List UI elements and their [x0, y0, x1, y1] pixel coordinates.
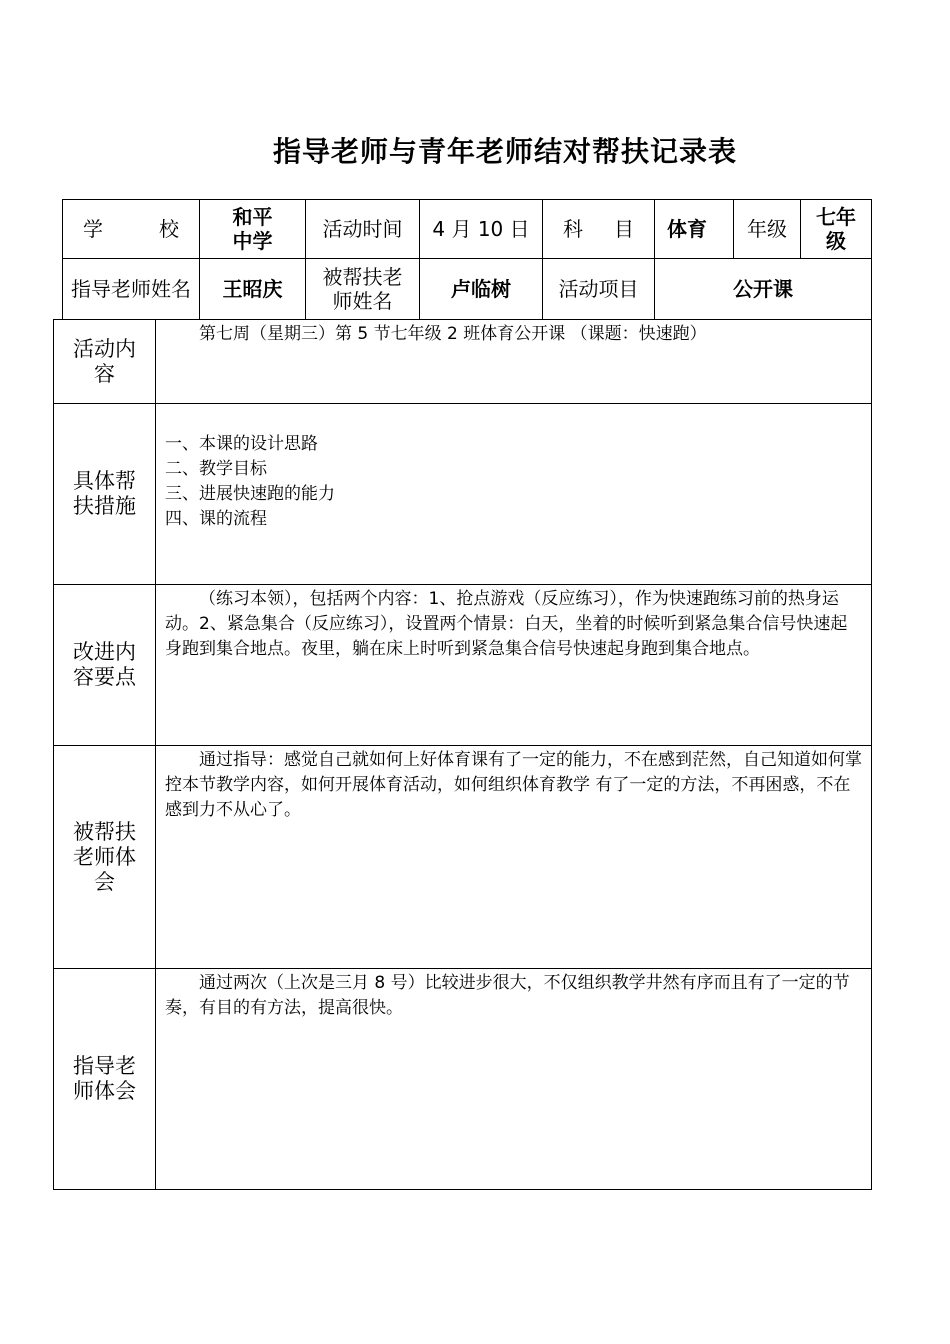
mentor-feedback-text: 通过两次（上次是三月 8 号）比较进步很大，不仅组织教学井然有序而且有了一定的节奏，有目的有方法，提高很快。 [165, 973, 850, 1018]
mentee-label: 被帮扶老师姓名 [322, 265, 403, 313]
measures-label: 具体帮扶措施 [73, 469, 136, 518]
subject-value: 体育 [667, 217, 707, 241]
activity-text: 第七周（星期三）第 5 节七年级 2 班体育公开课 （课题：快速跑） [199, 324, 707, 344]
mentor-value-cell [199, 258, 306, 320]
measures-list [165, 432, 335, 532]
project-label: 活动项目 [558, 277, 639, 301]
school-value: 和平中学 [232, 205, 273, 253]
grade-label: 年级 [747, 217, 787, 241]
mentee-value: 卢临树 [451, 277, 511, 301]
page-title: 指导老师与青年老师结对帮扶记录表 [272, 135, 737, 168]
mentee-value-cell [419, 258, 543, 320]
mentee-feedback-label: 被帮扶老师体会 [73, 819, 136, 894]
measures-item: 一、本课的设计思路 [165, 434, 318, 454]
mentor-feedback-label-cell [53, 968, 156, 1190]
mentee-feedback-content-cell [155, 745, 872, 969]
activity-label: 活动内容 [73, 336, 136, 386]
activity-content-cell [155, 319, 872, 404]
improve-content-cell [155, 584, 872, 746]
school-label-cell [62, 199, 200, 259]
mentor-feedback-content-cell [155, 968, 872, 1190]
measures-content-cell [155, 403, 872, 585]
activity-label-cell [53, 319, 156, 404]
mentor-label: 指导老师姓名 [71, 277, 191, 301]
grade-label-cell [733, 199, 801, 259]
improve-text: （练习本领），包括两个内容：1、抢点游戏（反应练习），作为快速跑练习前的热身运动。2、紧急集合（反应练习），设置两个情景：白天，坐着的时候听到紧急集合信号快速起身跑到集合地点。夜里，躺在床上时听到紧急集合信号快速起身跑到集合地点。 [165, 589, 848, 659]
school-value-cell [199, 199, 306, 259]
subject-label-char-1: 科 [563, 217, 583, 241]
mentor-label-cell [62, 258, 200, 320]
grade-value-cell [800, 199, 872, 259]
project-value: 公开课 [733, 277, 793, 301]
time-value-cell [419, 199, 543, 259]
measures-item: 三、进展快速跑的能力 [165, 484, 335, 504]
improve-label: 改进内容要点 [73, 640, 136, 689]
school-label-char-2: 校 [159, 217, 179, 241]
measures-label-cell [53, 403, 156, 585]
school-label-char-1: 学 [83, 217, 103, 241]
project-value-cell [654, 258, 872, 320]
time-label: 活动时间 [322, 217, 403, 241]
mentee-feedback-label-cell [53, 745, 156, 969]
time-label-cell [305, 199, 420, 259]
measures-item: 二、教学目标 [165, 459, 267, 479]
improve-label-cell [53, 584, 156, 746]
time-value: 4 月 10 日 [432, 217, 530, 241]
grade-value: 七年级 [816, 205, 856, 253]
subject-label-cell [542, 199, 655, 259]
subject-value-cell [654, 199, 734, 259]
subject-label-char-2: 目 [614, 217, 634, 241]
project-label-cell [542, 258, 655, 320]
mentee-feedback-text: 通过指导：感觉自己就如何上好体育课有了一定的能力，不在感到茫然，自己知道如何掌控本节教学内容，如何开展体育活动，如何组织体育教学 有了一定的方法，不再困惑，不在感到力不从心了。 [165, 750, 862, 820]
mentor-feedback-label: 指导老师体会 [73, 1054, 136, 1103]
mentor-value: 王昭庆 [222, 277, 283, 301]
measures-item: 四、课的流程 [165, 509, 267, 529]
mentee-label-cell [305, 258, 420, 320]
